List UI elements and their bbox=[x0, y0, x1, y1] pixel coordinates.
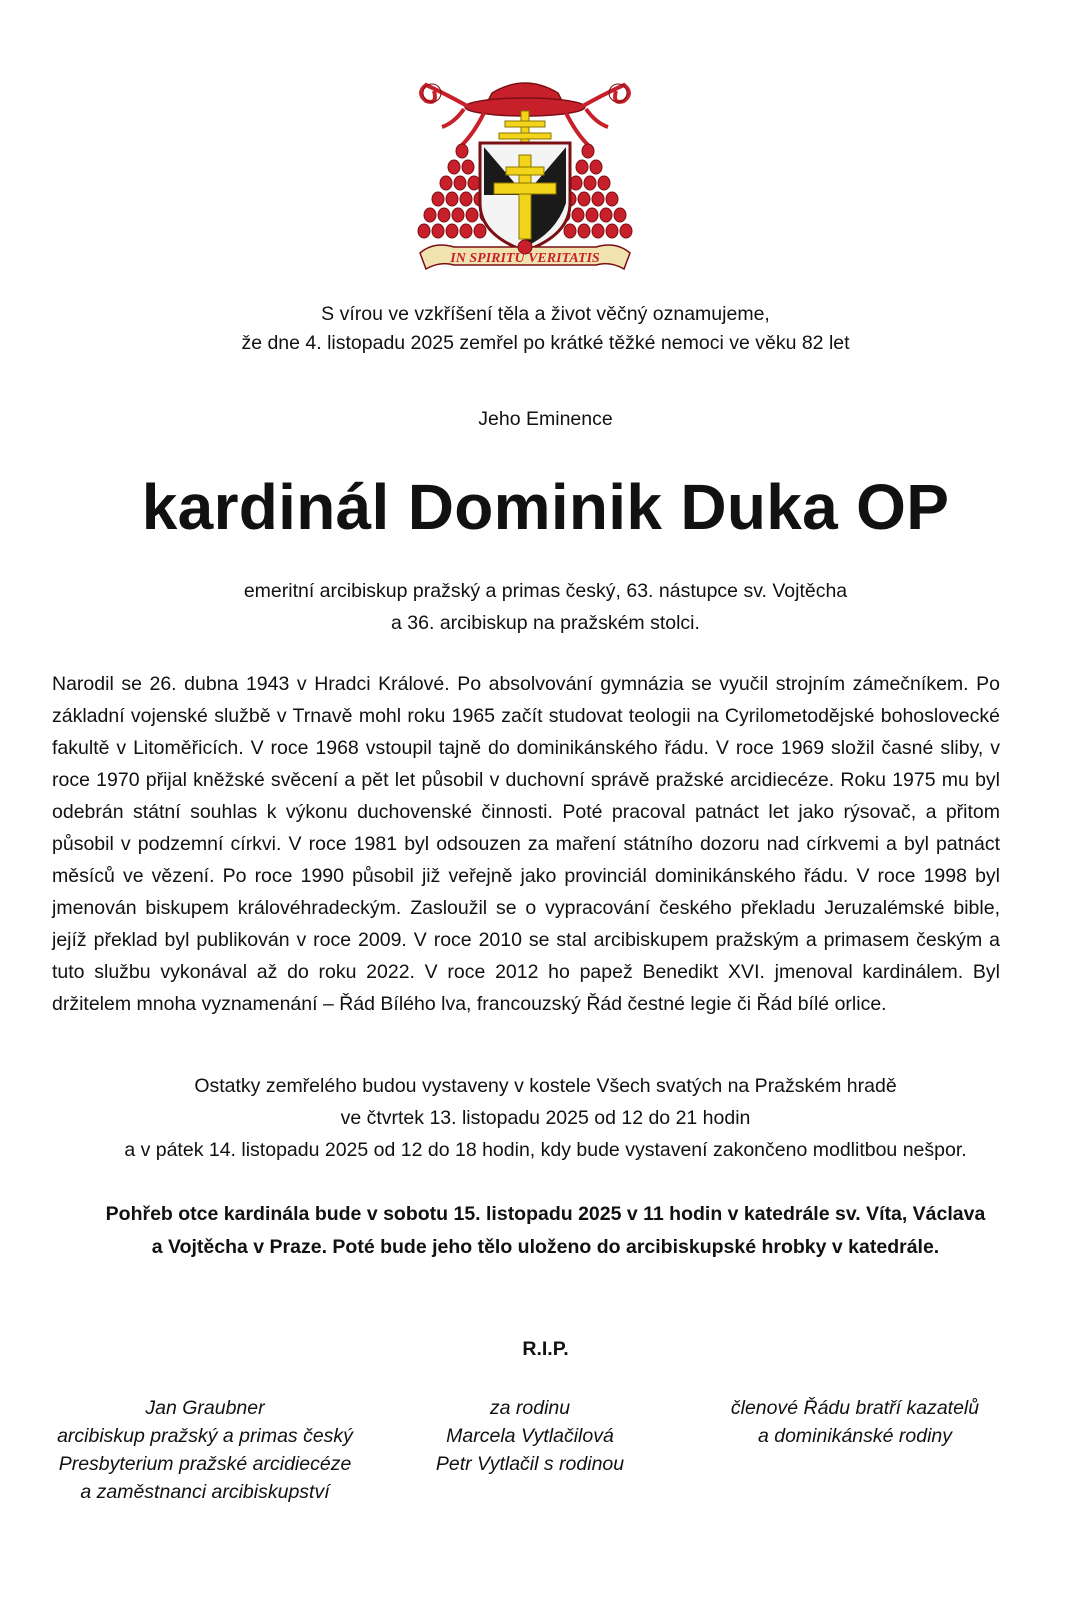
signature-line: Marcela Vytlačilová bbox=[446, 1425, 614, 1447]
exposition-info bbox=[0, 1070, 1091, 1166]
office-description bbox=[0, 575, 1091, 639]
office-line-2: a 36. arcibiskup na pražském stolci. bbox=[391, 612, 700, 634]
signature-line: za rodinu bbox=[489, 1397, 571, 1419]
intro-line-1: S vírou ve vzkříšení těla a život věčný oznamujeme, bbox=[321, 303, 770, 325]
signature-line: a zaměstnanci arcibiskupství bbox=[80, 1481, 330, 1503]
funeral-line-2: a Vojtěcha v Praze. Poté bude jeho tělo uloženo do arcibiskupské hrobky v katedrále. bbox=[151, 1236, 940, 1258]
exposition-line-3: a v pátek 14. listopadu 2025 od 12 do 18 hodin, kdy bude vystavení zakončeno modlitbou nešpor. bbox=[124, 1139, 967, 1161]
signature-line: Presbyterium pražské arcidiecéze bbox=[58, 1453, 352, 1475]
coat-of-arms-icon bbox=[414, 63, 636, 281]
signature-line: a dominikánské rodiny bbox=[757, 1425, 953, 1447]
signature-line: Jan Graubner bbox=[145, 1397, 265, 1419]
announcement-intro bbox=[0, 300, 1091, 358]
exposition-line-1: Ostatky zemřelého budou vystaveny v kostele Všech svatých na Pražském hradě bbox=[194, 1075, 897, 1097]
honorific: Jeho Eminence bbox=[478, 408, 613, 430]
funeral-line-1: Pohřeb otce kardinála bude v sobotu 15. listopadu 2025 v 11 hodin v katedrále sv. Víta, Václava bbox=[105, 1203, 986, 1225]
office-line-1: emeritní arcibiskup pražský a primas český, 63. nástupce sv. Vojtěcha bbox=[243, 580, 848, 602]
funeral-info bbox=[0, 1198, 1091, 1264]
signature-block-middle bbox=[380, 1394, 680, 1478]
motto-text: IN SPIRITU VERITATIS bbox=[450, 251, 600, 266]
rip-text: R.I.P. bbox=[522, 1338, 569, 1360]
biography-paragraph: Narodil se 26. dubna 1943 v Hradci Králové. Po absolvování gymnázia se vyučil strojním zámečníkem. Po základní vojenské službě v Trnavě mohl roku 1965 začít studovat teologii na Cyrilometodějské bohoslovecké fakultě v Litoměřicích. V roce 1968 vstoupil tajně do dominikánského řádu. V roce 1969 složil časné sliby, v roce 1970 přijal kněžské svěcení a pět let působil v duchovní správě pražské arcidiecéze. Roku 1975 mu byl odebrán státní souhlas k výkonu duchovenské činnosti. Poté pracoval patnáct let jako rýsovač, a přitom působil v podzemní církvi. V roce 1981 byl odsouzen za maření státního dozoru nad církvemi a byl patnáct měsíců ve vězení. Po roce 1990 působil již veřejně jako provinciál dominikánského řádu. V roce 1998 byl jmenován biskupem královéhradeckým. Zasloužil se o vypracování českého překladu Jeruzalémské bible, jejíž překlad byl publikován v roce 2009. V roce 2010 se stal arcibiskupem pražským a primasem českým a tuto službu vykonával až do roku 2022. V roce 2012 ho papež Benedikt XVI. jmenoval kardinálem. Byl držitelem mnoha vyznamenání – Řád Bílého lva, francouzský Řád čestné legie či Řád bílé orlice. bbox=[52, 673, 1000, 1015]
intro-line-2: že dne 4. listopadu 2025 zemřel po krátké těžké nemoci ve věku 82 let bbox=[241, 332, 850, 354]
signature-block-right bbox=[690, 1394, 1020, 1450]
signature-line: členové Řádu bratří kazatelů bbox=[730, 1397, 980, 1419]
signature-line: Petr Vytlačil s rodinou bbox=[435, 1453, 625, 1475]
signature-block-left bbox=[40, 1394, 370, 1506]
exposition-line-2: ve čtvrtek 13. listopadu 2025 od 12 do 21 hodin bbox=[340, 1107, 751, 1129]
signature-line: arcibiskup pražský a primas český bbox=[57, 1425, 353, 1447]
deceased-name: kardinál Dominik Duka OP bbox=[141, 471, 950, 543]
